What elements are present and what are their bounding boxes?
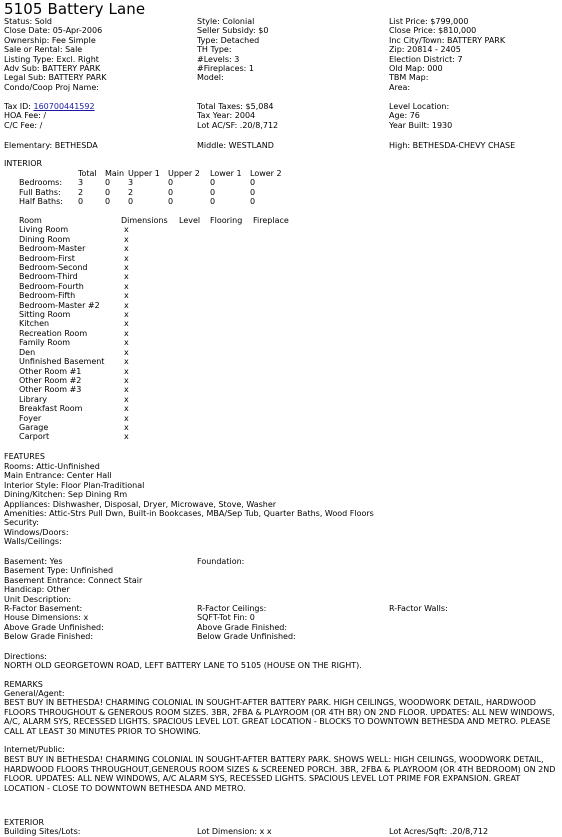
rooms-header-cell: Flooring <box>210 216 243 225</box>
baths-row <box>19 188 290 197</box>
interior-heading: INTERIOR <box>4 159 43 168</box>
header-field: #Fireplaces: 1 <box>197 63 254 73</box>
feature-line: Rooms: Attic-Unfinished <box>4 462 100 471</box>
room-empty-cell <box>179 329 210 338</box>
directions-label: Directions: <box>4 652 48 661</box>
rooms-header-cell: Level <box>179 216 201 225</box>
room-empty-cell <box>210 376 253 385</box>
room-row <box>19 319 298 328</box>
baths-header-cell: Lower 2 <box>250 169 282 178</box>
below-grade-unfinished: Below Grade Unfinished: <box>197 632 296 642</box>
room-empty-cell <box>179 225 210 234</box>
room-empty-cell <box>179 291 210 300</box>
house-dimensions: House Dimensions: x <box>4 613 89 623</box>
room-row <box>19 291 298 300</box>
basement-field: Basement Type: Unfinished <box>4 566 114 576</box>
room-empty-cell <box>253 282 298 291</box>
header-field: Close Price: $810,000 <box>389 26 477 36</box>
room-dimensions: x <box>124 225 129 235</box>
room-empty-cell <box>210 225 253 234</box>
room-row <box>19 225 298 234</box>
room-empty-cell <box>179 338 210 347</box>
below-grade-finished: Below Grade Finished: <box>4 632 94 642</box>
features-heading: FEATURES <box>4 452 45 461</box>
room-row <box>19 301 298 310</box>
rooms-header-cell: Dimensions <box>121 216 168 225</box>
baths-header-row <box>19 169 290 178</box>
header-field: Ownership: Fee Simple <box>4 35 96 45</box>
room-empty-cell <box>210 395 253 404</box>
header-field: #Levels: 3 <box>197 54 240 64</box>
baths-header-cell: Upper 2 <box>168 169 200 178</box>
room-dimensions: x <box>124 281 129 291</box>
room-empty-cell <box>179 282 210 291</box>
room-dimensions: x <box>124 338 129 348</box>
room-row <box>19 235 298 244</box>
tax-id-label: Tax ID: <box>4 102 34 111</box>
header-field: Type: Detached <box>197 35 260 45</box>
room-empty-cell <box>210 244 253 253</box>
feature-line: Walls/Ceilings: <box>4 537 62 547</box>
tax-col3 <box>389 102 452 130</box>
room-empty-cell <box>179 254 210 263</box>
room-empty-cell <box>253 263 298 272</box>
baths-header-cell: Main <box>105 169 125 178</box>
rooms-table <box>19 216 298 442</box>
public-remarks-label: Internet/Public: <box>4 745 65 754</box>
baths-cell: Half Baths: <box>19 197 63 207</box>
room-name: Sitting Room <box>19 310 71 320</box>
level-location: Level Location: <box>389 102 450 111</box>
feature-line: Main Entrance: Center Hall <box>4 471 112 481</box>
room-name: Bedroom-Master <box>19 244 86 254</box>
header-field: Inc City/Town: BATTERY PARK <box>389 35 506 45</box>
baths-cell: 0 <box>78 197 84 207</box>
header-field: Seller Subsidy: $0 <box>197 26 269 36</box>
room-name: Bedroom-First <box>19 253 75 263</box>
total-taxes: Total Taxes: $5,084 <box>197 102 274 111</box>
baths-cell: Bedrooms: <box>19 178 63 188</box>
baths-header-cell: Total <box>78 169 97 178</box>
tax-col2 <box>197 102 278 130</box>
room-empty-cell <box>179 357 210 366</box>
room-dimensions: x <box>124 310 129 320</box>
room-name: Unfinished Basement <box>19 357 105 367</box>
above-grade-finished: Above Grade Finished: <box>197 622 288 632</box>
cc-fee: C/C Fee: / <box>4 120 43 130</box>
room-empty-cell <box>179 263 210 272</box>
room-empty-cell <box>179 235 210 244</box>
room-empty-cell <box>253 272 298 281</box>
room-empty-cell <box>210 404 253 413</box>
room-dimensions: x <box>124 413 129 423</box>
baths-header-cell <box>19 169 78 178</box>
room-name: Carport <box>19 432 50 442</box>
baths-cell: 0 <box>105 187 111 197</box>
header-field: Adv Sub: BATTERY PARK <box>4 63 101 73</box>
room-empty-cell <box>253 357 298 366</box>
feature-line: Amenities: Attic-Strs Pull Dwn, Built-in Bookcases, MBA/Sep Tub, Quarter Baths, Wood Floors <box>4 508 374 518</box>
basement-field: Handicap: Other <box>4 585 70 595</box>
room-empty-cell <box>210 301 253 310</box>
room-name: Bedroom-Third <box>19 272 78 282</box>
room-dimensions: x <box>124 319 129 329</box>
header-field: Legal Sub: BATTERY PARK <box>4 73 107 83</box>
room-empty-cell <box>253 376 298 385</box>
room-name: Breakfast Room <box>19 404 83 414</box>
room-empty-cell <box>179 348 210 357</box>
year-built: Year Built: 1930 <box>389 120 453 130</box>
room-row <box>19 282 298 291</box>
lot-acres: Lot Acres/Sqft: .20/8,712 <box>389 827 489 836</box>
baths-cell: 0 <box>210 187 216 197</box>
room-empty-cell <box>179 244 210 253</box>
room-empty-cell <box>210 310 253 319</box>
header-col2 <box>197 17 268 83</box>
room-empty-cell <box>253 254 298 263</box>
rooms-header-cell: Fireplace <box>253 216 289 225</box>
room-empty-cell <box>253 319 298 328</box>
rfactor-col2 <box>197 604 296 642</box>
room-empty-cell <box>253 338 298 347</box>
room-empty-cell <box>210 254 253 263</box>
room-empty-cell <box>253 244 298 253</box>
room-empty-cell <box>210 329 253 338</box>
header-field: Election District: 7 <box>389 54 463 64</box>
baths-cell: 0 <box>105 197 111 207</box>
room-row <box>19 376 298 385</box>
room-name: Dining Room <box>19 234 71 244</box>
room-name: Family Room <box>19 338 71 348</box>
baths-cell: 0 <box>168 187 174 197</box>
feature-line: Dining/Kitchen: Sep Dining Rm <box>4 490 128 500</box>
room-name: Den <box>19 347 36 357</box>
room-empty-cell <box>210 282 253 291</box>
exterior-heading: EXTERIOR <box>4 818 45 827</box>
room-row <box>19 244 298 253</box>
room-empty-cell <box>179 319 210 328</box>
room-empty-cell <box>253 385 298 394</box>
room-empty-cell <box>179 310 210 319</box>
room-empty-cell <box>210 338 253 347</box>
room-dimensions: x <box>124 432 129 442</box>
room-empty-cell <box>210 263 253 272</box>
baths-cell: 0 <box>168 178 174 188</box>
header-col1 <box>4 17 107 92</box>
tax-id-link[interactable]: 160700441592 <box>33 102 95 111</box>
room-empty-cell <box>210 291 253 300</box>
room-dimensions: x <box>124 244 129 254</box>
room-row <box>19 272 298 281</box>
room-empty-cell <box>179 432 210 441</box>
school-elementary: Elementary: BETHESDA <box>4 141 98 150</box>
room-empty-cell <box>253 414 298 423</box>
room-dimensions: x <box>124 291 129 301</box>
header-field: Style: Colonial <box>197 17 255 26</box>
room-empty-cell <box>210 235 253 244</box>
baths-cell: Full Baths: <box>19 187 61 197</box>
room-name: Other Room #2 <box>19 375 82 385</box>
basement-field: Unit Description: <box>4 594 72 604</box>
feature-line: Appliances: Dishwasher, Disposal, Dryer, Microwave, Stove, Washer <box>4 499 277 509</box>
room-row <box>19 310 298 319</box>
room-dimensions: x <box>124 347 129 357</box>
baths-cell: 0 <box>210 178 216 188</box>
room-empty-cell <box>179 414 210 423</box>
header-field: Sale or Rental: Sale <box>4 45 83 55</box>
baths-cell: 0 <box>250 187 256 197</box>
room-name: Garage <box>19 422 49 432</box>
tax-col1 <box>4 102 95 130</box>
room-row <box>19 395 298 404</box>
room-row <box>19 414 298 423</box>
room-dimensions: x <box>124 263 129 273</box>
header-field: List Price: $799,000 <box>389 17 469 26</box>
room-empty-cell <box>253 291 298 300</box>
room-name: Library <box>19 394 47 404</box>
room-empty-cell <box>210 348 253 357</box>
room-empty-cell <box>179 385 210 394</box>
room-dimensions: x <box>124 272 129 282</box>
baths-row <box>19 178 290 187</box>
room-dimensions: x <box>124 366 129 376</box>
baths-header-cell: Lower 1 <box>210 169 242 178</box>
room-empty-cell <box>210 432 253 441</box>
room-name: Other Room #1 <box>19 366 82 376</box>
hoa-fee: HOA Fee: / <box>4 111 47 121</box>
room-empty-cell <box>210 414 253 423</box>
room-dimensions: x <box>124 357 129 367</box>
basement-field: Basement Entrance: Connect Stair <box>4 575 143 585</box>
room-row <box>19 432 298 441</box>
features-list <box>4 462 374 547</box>
room-empty-cell <box>210 272 253 281</box>
tax-year: Tax Year: 2004 <box>197 111 256 121</box>
room-row <box>19 385 298 394</box>
room-dimensions: x <box>124 328 129 338</box>
basement-col1 <box>4 557 142 604</box>
baths-cell: 0 <box>105 178 111 188</box>
rfactor-basement: R-Factor Basement: <box>4 604 83 613</box>
school-high: High: BETHESDA-CHEVY CHASE <box>389 141 516 150</box>
room-dimensions: x <box>124 422 129 432</box>
room-empty-cell <box>179 395 210 404</box>
room-dimensions: x <box>124 234 129 244</box>
room-empty-cell <box>179 423 210 432</box>
room-dimensions: x <box>124 253 129 263</box>
rooms-header-cell: Room <box>19 216 42 225</box>
building-sites: Building Sites/Lots: <box>4 827 81 836</box>
header-col3 <box>389 17 505 92</box>
lot-dimension: Lot Dimension: x x <box>197 827 272 836</box>
remarks-heading: REMARKS <box>4 680 43 689</box>
header-field: Area: <box>389 82 411 92</box>
directions-text: NORTH OLD GEORGETOWN ROAD, LEFT BATTERY LANE TO 5105 (HOUSE ON THE RIGHT). <box>4 661 362 670</box>
room-empty-cell <box>210 319 253 328</box>
room-name: Bedroom-Master #2 <box>19 300 100 310</box>
baths-cell: 0 <box>210 197 216 207</box>
baths-cell: 3 <box>78 178 84 188</box>
room-empty-cell <box>253 395 298 404</box>
room-empty-cell <box>253 225 298 234</box>
room-empty-cell <box>253 235 298 244</box>
room-empty-cell <box>253 348 298 357</box>
public-remarks-text: BEST BUY IN BETHESDA! CHARMING COLONIAL IN SOUGHT-AFTER BATTERY PARK. SHOWS WELL: HIGH CEILINGS, WOODWORK DETAIL, HARDWOOD FLOORS THROUGHOUT,GENEROUS ROOM SIZES & SCREENED PORCH. 3BR, 2FBA & PLAYROOM (OR 4TH BEDROOM) ON 2ND FLOOR. UPDATES: ALL NEW WINDOWS, A/C ALARM SYS, RECESSED LIGHTS. SPACIOUS LEVEL LOT PRIME FOR EXPANSION. GREAT LOCATION - CLOSE TO DOWNTOWN BETHESDA AND METRO. <box>4 755 556 793</box>
rooms-header-row <box>19 216 298 225</box>
above-grade-unfinished: Above Grade Unfinished: <box>4 622 104 632</box>
lot-ac-sf: Lot AC/SF: .20/8,712 <box>197 120 279 130</box>
header-field: Status: Sold <box>4 17 53 26</box>
room-empty-cell <box>210 367 253 376</box>
room-row <box>19 348 298 357</box>
header-field: Zip: 20814 - 2405 <box>389 45 461 55</box>
room-empty-cell <box>253 404 298 413</box>
room-empty-cell <box>179 367 210 376</box>
baths-cell: 0 <box>128 197 134 207</box>
room-empty-cell <box>253 367 298 376</box>
room-dimensions: x <box>124 394 129 404</box>
room-name: Other Room #3 <box>19 385 82 395</box>
room-row <box>19 404 298 413</box>
agent-remarks-text: BEST BUY IN BETHESDA! CHARMING COLONIAL IN SOUGHT-AFTER BATTERY PARK. HIGH CEILINGS, WOODWORK DETAIL, HARDWOOD FLOORS THROUGHOUT & GENEROUS ROOM SIZES. 3BR, 2FBA & PLAYROOM (OR 4TH BR) ON 2ND FLOOR. UPDATES: ALL NEW WINDOWS, A/C, ALARM SYS, RECESSED LIGHTS. SPACIOUS LEVEL LOT. GREAT LOCATION - BLOCKS TO DOWNTOWN BETHESDA AND METRO. PLEASE CALL AT LEAST 30 MINUTES PRIOR TO SHOWING. <box>4 698 555 736</box>
room-row <box>19 338 298 347</box>
room-empty-cell <box>179 404 210 413</box>
baths-header-cell: Upper 1 <box>128 169 160 178</box>
header-field: Old Map: 000 <box>389 63 443 73</box>
room-name: Bedroom-Fourth <box>19 281 84 291</box>
baths-cell: 3 <box>128 178 134 188</box>
age: Age: 76 <box>389 111 420 121</box>
room-name: Kitchen <box>19 319 50 329</box>
header-field: Model: <box>197 73 224 83</box>
room-dimensions: x <box>124 300 129 310</box>
room-empty-cell <box>253 423 298 432</box>
foundation: Foundation: <box>197 557 245 566</box>
room-row <box>19 357 298 366</box>
room-empty-cell <box>253 310 298 319</box>
baths-cell: 0 <box>250 197 256 207</box>
room-name: Living Room <box>19 225 69 235</box>
agent-remarks-label: General/Agent: <box>4 689 65 698</box>
rfactor-col1 <box>4 604 104 642</box>
room-dimensions: x <box>124 385 129 395</box>
room-empty-cell <box>210 357 253 366</box>
baths-cell: 2 <box>78 187 84 197</box>
room-name: Recreation Room <box>19 328 88 338</box>
school-middle: Middle: WESTLAND <box>197 141 274 150</box>
sqft-tot-fin: SQFT-Tot Fin: 0 <box>197 613 255 623</box>
room-row <box>19 367 298 376</box>
baths-cell: 0 <box>168 197 174 207</box>
room-empty-cell <box>210 423 253 432</box>
baths-cell: 0 <box>250 178 256 188</box>
room-empty-cell <box>253 301 298 310</box>
feature-line: Windows/Doors: <box>4 527 69 537</box>
rfactor-walls: R-Factor Walls: <box>389 604 448 613</box>
room-empty-cell <box>179 301 210 310</box>
room-empty-cell <box>253 329 298 338</box>
basement-field: Basement: Yes <box>4 557 63 566</box>
header-field: Close Date: 05-Apr-2006 <box>4 26 103 36</box>
room-name: Bedroom-Second <box>19 263 88 273</box>
baths-cell: 2 <box>128 187 134 197</box>
room-dimensions: x <box>124 404 129 414</box>
room-row <box>19 263 298 272</box>
baths-row <box>19 197 290 206</box>
listing-title: 5105 Battery Lane <box>4 0 146 18</box>
room-empty-cell <box>179 376 210 385</box>
header-field: Condo/Coop Proj Name: <box>4 82 99 92</box>
room-name: Bedroom-Fifth <box>19 291 76 301</box>
rfactor-ceilings: R-Factor Ceilings: <box>197 604 267 613</box>
baths-table <box>19 169 290 207</box>
room-row <box>19 423 298 432</box>
header-field: TBM Map: <box>389 73 429 83</box>
feature-line: Security: <box>4 518 39 528</box>
tax-id-row <box>4 102 95 111</box>
room-name: Foyer <box>19 413 42 423</box>
header-field: TH Type: <box>197 45 232 55</box>
room-empty-cell <box>253 432 298 441</box>
room-dimensions: x <box>124 375 129 385</box>
header-field: Listing Type: Excl. Right <box>4 54 99 64</box>
room-row <box>19 254 298 263</box>
feature-line: Interior Style: Floor Plan-Traditional <box>4 480 145 490</box>
room-empty-cell <box>179 272 210 281</box>
room-empty-cell <box>210 385 253 394</box>
room-row <box>19 329 298 338</box>
